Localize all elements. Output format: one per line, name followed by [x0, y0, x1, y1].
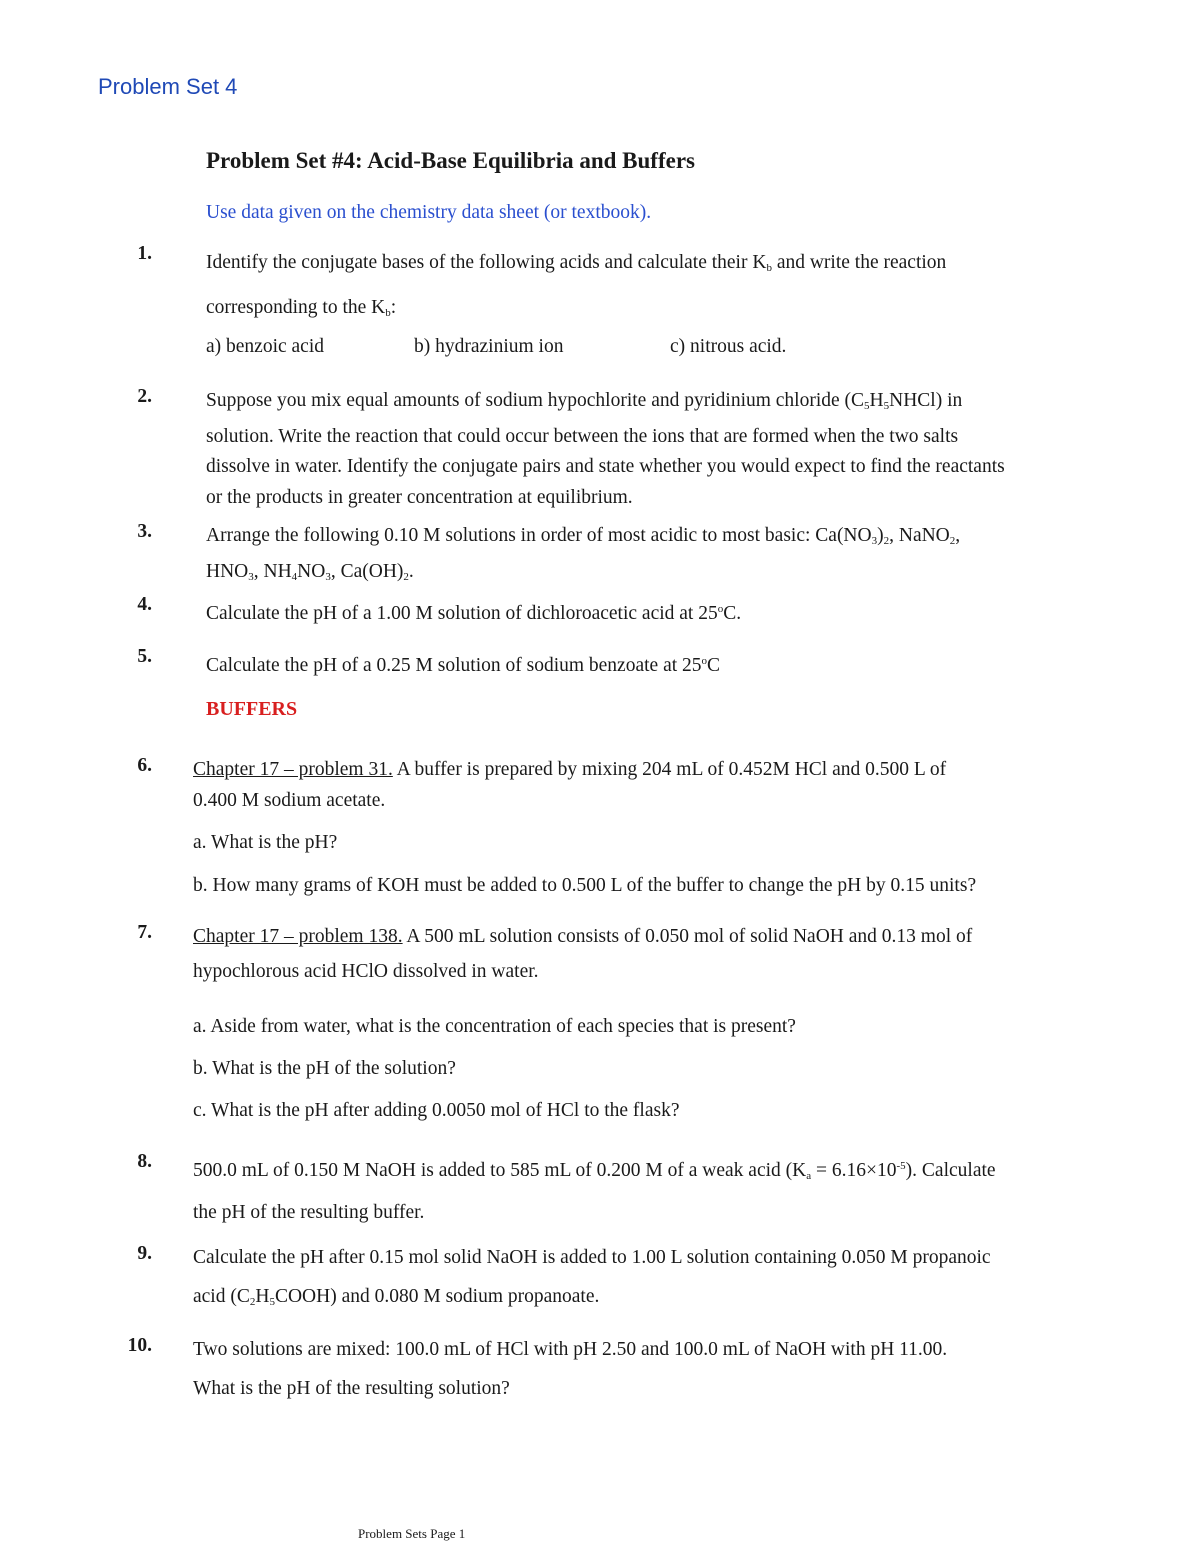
question-text: Identify the conjugate bases of the following acids and calculate their $K_b$ and write the reaction corresponding to the $K_b$: — [206, 252, 947, 319]
page-header-title: Problem Set 4 — [98, 74, 238, 99]
question-number: 5. — [137, 646, 152, 667]
question-number: 9. — [137, 1243, 152, 1264]
instruction-text: Use data given on the chemistry data sheet (or textbook). — [206, 202, 652, 223]
question-text: Calculate the pH after 0.15 mol solid NaOH is added to 1.00 L solution containing 0.050 M propanoic acid $(C_2H_5COOH)$ and 0.080 M sodium propanoate. — [193, 1247, 991, 1308]
document-title: Problem Set #4: Acid-Base Equilibria and Buffers — [206, 148, 695, 173]
sub-question-a: a. Aside from water, what is the concentration of each species that is present? — [193, 1016, 796, 1037]
question-text: Calculate the pH of a 1.00 M solution of dichloroacetic acid at 25$^o$C. — [206, 603, 742, 624]
sub-question-b: b. How many grams of KOH must be added to 0.500 L of the buffer to change the pH by 0.15 units? — [193, 874, 977, 896]
chapter-reference: Chapter 17 – problem 138. — [193, 926, 403, 947]
question-text: Two solutions are mixed: 100.0 mL of HCl with pH 2.50 and 100.0 mL of NaOH with pH 11.00. What is the pH of the resulting solution? — [193, 1339, 948, 1399]
question-number: 2. — [137, 386, 152, 407]
page-footer: Problem Sets Page 1 — [358, 1526, 466, 1541]
sub-question-b: b. What is the pH of the solution? — [193, 1058, 456, 1079]
option-a: a) benzoic acid — [206, 336, 325, 357]
question-text: Arrange the following 0.10 M solutions in order of most acidic to most basic: $Ca(NO_3)_2$, NaNO$_2$, $HNO_3$, $NH_4NO_3$, $Ca(OH)_2$. — [206, 525, 961, 583]
question-number: 10. — [127, 1335, 152, 1356]
question-text: Chapter 17 – problem 138. A 500 mL solution consists of 0.050 mol of solid NaOH and 0.13 mol of hypochlorous acid HClO dissolved in water. a. Aside from water, what is the concentration of each species that is present? b. What is the pH of the solution? c. What is the pH after adding 0.0050 mol of HCl to the flask? — [193, 922, 1168, 1131]
question-number: 4. — [137, 594, 152, 615]
chapter-reference: Chapter 17 – problem 31. — [193, 759, 393, 780]
question-text: Chapter 17 – problem 31. A buffer is prepared by mixing 204 mL of 0.452M HCl and 0.500 L of 0.400 M sodium acetate. a. What is the pH? b. How many grams of KOH must be added to 0.500 L of the buffer to change the pH by 0.15 units? — [193, 755, 1168, 901]
question-number: 1. — [137, 243, 152, 264]
question-number: 7. — [137, 922, 152, 943]
option-c: c) nitrous acid. — [670, 336, 787, 357]
question-number: 3. — [137, 521, 152, 542]
sub-question-c: c. What is the pH after adding 0.0050 mol of HCl to the flask? — [193, 1100, 680, 1121]
question-number: 8. — [137, 1151, 152, 1172]
sub-question-a: a. What is the pH? — [193, 832, 338, 853]
question-text: 500.0 mL of 0.150 M NaOH is added to 585 mL of 0.200 M of a weak acid $(K_a = 6.16\times 10^{-5})$. Calculate the pH of the resulting buffer. — [193, 1160, 996, 1223]
question-text: Calculate the pH of a 0.25 M solution of sodium benzoate at 25$^o$C — [206, 655, 721, 676]
section-heading-buffers: BUFFERS — [206, 698, 298, 720]
question-number: 6. — [137, 755, 152, 776]
option-b: b) hydrazinium ion — [414, 336, 564, 357]
question-text: Suppose you mix equal amounts of sodium hypochlorite and pyridinium chloride $(C_5H_5NHCl)$ in solution. Write the reaction that could occur between the ions that are formed when the two salts dissolve in water. Identify the conjugate pairs and state whether you would expect to find the reactants or the products in greater concentration at equilibrium. — [206, 390, 1005, 508]
